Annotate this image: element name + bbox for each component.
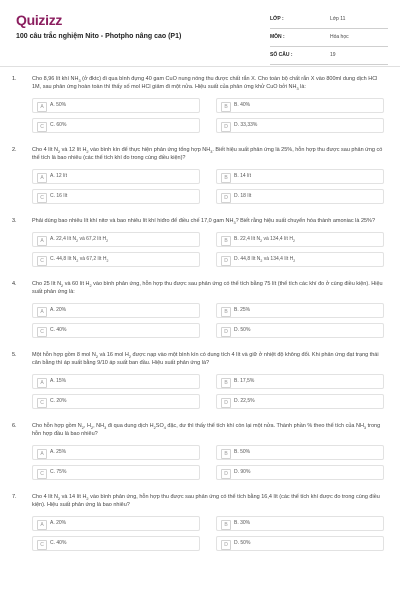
question-text: Cho 8,96 lít khí $NH_3$ (ở đktc) đi qua bình đựng 40 gam CuO nung nóng thu được chất rắn X. Cho toàn bộ chất rắn X vào 800ml dung dịch HCl 1M, sau phản ứng hoàn toàn thì thấy số mol HCl giảm đi một nửa. Hiệu suất của phản ứng khử CuO bởi $NH_3$ là:	[32, 76, 378, 92]
answer-option-c[interactable]	[32, 465, 200, 480]
option-letter-badge: C	[37, 122, 47, 132]
option-letter-badge: B	[221, 236, 231, 246]
option-text: C. 40%	[50, 540, 67, 547]
option-letter-badge: C	[37, 398, 47, 408]
answer-options	[32, 169, 386, 204]
option-letter-badge: B	[221, 378, 231, 388]
option-text: B. 25%	[234, 307, 251, 314]
answer-option-d[interactable]	[216, 465, 384, 480]
meta-label: SỐ CÂU :	[270, 52, 293, 58]
option-letter-badge: D	[221, 540, 231, 550]
answer-option-d[interactable]	[216, 252, 384, 267]
option-text: D. 50%	[234, 540, 251, 547]
question-item	[0, 281, 400, 338]
answer-option-d[interactable]	[216, 536, 384, 551]
option-letter-badge: B	[221, 173, 231, 183]
option-letter-badge: D	[221, 327, 231, 337]
answer-option-a[interactable]	[32, 516, 200, 531]
answer-option-c[interactable]	[32, 189, 200, 204]
option-text: C. 20%	[50, 398, 67, 405]
question-text: Một hỗn hợp gồm 8 mol $N_2$ và 16 mol $H_2$ được nạp vào một bình kín có dung tích 4 lít và giữ ở nhiệt độ không đổi. Khi phản ứng đạt trạng thái cân bằng thì áp suất bằng 9/10 áp suất ban đầu. Hiệu suất phản ứng là?	[32, 351, 379, 366]
answer-options	[32, 445, 386, 480]
option-letter-badge: A	[37, 173, 47, 183]
question-text: Cho 25 lít $N_2$ và 60 lít $H_2$ vào bình phản ứng, hỗn hợp thu được sau phản ứng có thể tích bằng 75 lít (thể tích các khí đo ở cùng điều kiện). Hiệu suất phản ứng là:	[32, 280, 383, 295]
question-list	[0, 76, 400, 565]
answer-option-b[interactable]	[216, 232, 384, 247]
meta-label: LỚP :	[270, 16, 284, 22]
option-letter-badge: D	[221, 193, 231, 203]
question-text: Phải dùng bao nhiêu lít khí nitơ và bao nhiêu lít khí hiđro để điều chế 17,0 gam $NH_3$? Biết rằng hiệu suất chuyển hóa thành amoniac là 25%?	[32, 217, 376, 225]
option-letter-badge: C	[37, 540, 47, 550]
answer-option-d[interactable]	[216, 394, 384, 409]
answer-option-d[interactable]	[216, 189, 384, 204]
option-letter-badge: B	[221, 102, 231, 112]
answer-options	[32, 232, 386, 267]
question-item	[0, 423, 400, 480]
answer-option-a[interactable]	[32, 232, 200, 247]
meta-label: MÔN :	[270, 34, 285, 40]
option-letter-badge: A	[37, 449, 47, 459]
option-text: C. 75%	[50, 469, 67, 476]
meta-row-question-count	[270, 50, 388, 65]
answer-options	[32, 516, 386, 551]
option-text: D. 44,8 lít $N_2$ và 134,4 lít $H_2$	[234, 256, 296, 264]
answer-option-b[interactable]	[216, 445, 384, 460]
option-text: B. 30%	[234, 520, 251, 527]
question-item	[0, 352, 400, 409]
option-text: C. 40%	[50, 327, 67, 334]
question-item	[0, 147, 400, 204]
option-letter-badge: B	[221, 520, 231, 530]
answer-option-d[interactable]	[216, 118, 384, 133]
worksheet-header	[0, 0, 400, 66]
option-text: A. 20%	[50, 307, 67, 314]
option-letter-badge: C	[37, 256, 47, 266]
question-text: Cho 4 lít $N_2$ và 12 lít $H_2$ vào bình kín để thực hiện phản ứng tổng hợp $NH_3$. Biết hiệu suất phản ứng là 25%, hỗn hợp thu được sau phản ứng có thể tích là bao nhiêu (các thể tích khí đo trong cùng điều kiện)?	[32, 146, 383, 161]
option-text: D. 50%	[234, 327, 251, 334]
answer-options	[32, 374, 386, 409]
answer-option-b[interactable]	[216, 303, 384, 318]
answer-options	[32, 98, 386, 133]
answer-option-c[interactable]	[32, 118, 200, 133]
meta-row-subject	[270, 32, 388, 47]
option-text: B. 22,4 lít $N_2$ và 134,4 lít $H_2$	[234, 236, 295, 244]
option-letter-badge: D	[221, 398, 231, 408]
option-text: D. 90%	[234, 469, 251, 476]
answer-option-b[interactable]	[216, 169, 384, 184]
answer-option-a[interactable]	[32, 374, 200, 389]
option-text: B. 14 lít	[234, 173, 251, 180]
answer-option-c[interactable]	[32, 252, 200, 267]
option-text: C. 16 lít	[50, 193, 68, 200]
question-number: 5.	[12, 351, 17, 358]
option-text: A. 12 lít	[50, 173, 67, 180]
option-letter-badge: C	[37, 327, 47, 337]
option-text: A. 25%	[50, 449, 67, 456]
answer-option-c[interactable]	[32, 323, 200, 338]
question-number: 3.	[12, 217, 17, 224]
option-text: C. 60%	[50, 122, 67, 129]
option-letter-badge: A	[37, 307, 47, 317]
option-text: B. 40%	[234, 102, 251, 109]
answer-option-b[interactable]	[216, 374, 384, 389]
option-text: A. 22,4 lít $N_2$ và 67,2 lít $H_2$	[50, 236, 109, 244]
option-letter-badge: A	[37, 102, 47, 112]
meta-value: 19	[330, 52, 336, 58]
option-text: D. 18 lít	[234, 193, 252, 200]
quizizz-logo: Quizizz	[16, 12, 63, 28]
answer-option-a[interactable]	[32, 445, 200, 460]
option-text: B. 50%	[234, 449, 251, 456]
question-number: 2.	[12, 146, 17, 153]
question-number: 1.	[12, 76, 17, 82]
question-item	[0, 494, 400, 551]
option-text: D. 22,5%	[234, 398, 255, 405]
answer-option-a[interactable]	[32, 98, 200, 113]
option-letter-badge: A	[37, 520, 47, 530]
answer-option-c[interactable]	[32, 536, 200, 551]
answer-option-d[interactable]	[216, 323, 384, 338]
header-divider	[0, 66, 400, 67]
option-letter-badge: D	[221, 469, 231, 479]
question-number: 4.	[12, 280, 17, 287]
meta-value: Hóa học	[330, 34, 349, 40]
answer-option-c[interactable]	[32, 394, 200, 409]
option-letter-badge: D	[221, 256, 231, 266]
meta-value: Lớp 11	[330, 16, 346, 22]
question-item	[0, 76, 400, 133]
question-text: Cho hỗn hợp gồm $N_2$, $H_2$, $NH_3$ đi qua dung dịch $H_2SO_4$ đặc, dư thì thấy thể tích khí còn lại một nửa. Thành phần % theo thể tích của $NH_3$ trong hỗn hợp đầu là bao nhiêu?	[32, 422, 381, 437]
option-letter-badge: B	[221, 449, 231, 459]
answer-option-b[interactable]	[216, 98, 384, 113]
option-letter-badge: B	[221, 307, 231, 317]
meta-info	[270, 14, 388, 68]
answer-options	[32, 303, 386, 338]
answer-option-b[interactable]	[216, 516, 384, 531]
question-number: 7.	[12, 493, 17, 500]
question-number: 6.	[12, 422, 17, 429]
question-item	[0, 218, 400, 267]
answer-option-a[interactable]	[32, 303, 200, 318]
option-letter-badge: D	[221, 122, 231, 132]
option-text: A. 50%	[50, 102, 67, 109]
question-text: Cho 4 lít $N_2$ và 14 lít $H_2$ vào bình phản ứng, hỗn hợp thu được sau phản ứng có thể tích bằng 16,4 lít (các thể tích khí được đo trong cùng điều kiện). Hiệu suất phản ứng là bao nhiêu?	[32, 493, 380, 508]
option-text: B. 17,5%	[234, 378, 255, 385]
document-title: 100 câu trắc nghiệm Nito - Photpho nâng cao (P1)	[16, 33, 182, 40]
option-letter-badge: C	[37, 193, 47, 203]
option-text: C. 44,8 lít $N_2$ và 67,2 lít $H_2$	[50, 256, 109, 264]
option-text: D. 33,33%	[234, 122, 258, 129]
option-text: A. 15%	[50, 378, 67, 385]
option-letter-badge: C	[37, 469, 47, 479]
option-text: A. 20%	[50, 520, 67, 527]
option-letter-badge: A	[37, 236, 47, 246]
meta-row-class	[270, 14, 388, 29]
answer-option-a[interactable]	[32, 169, 200, 184]
option-letter-badge: A	[37, 378, 47, 388]
